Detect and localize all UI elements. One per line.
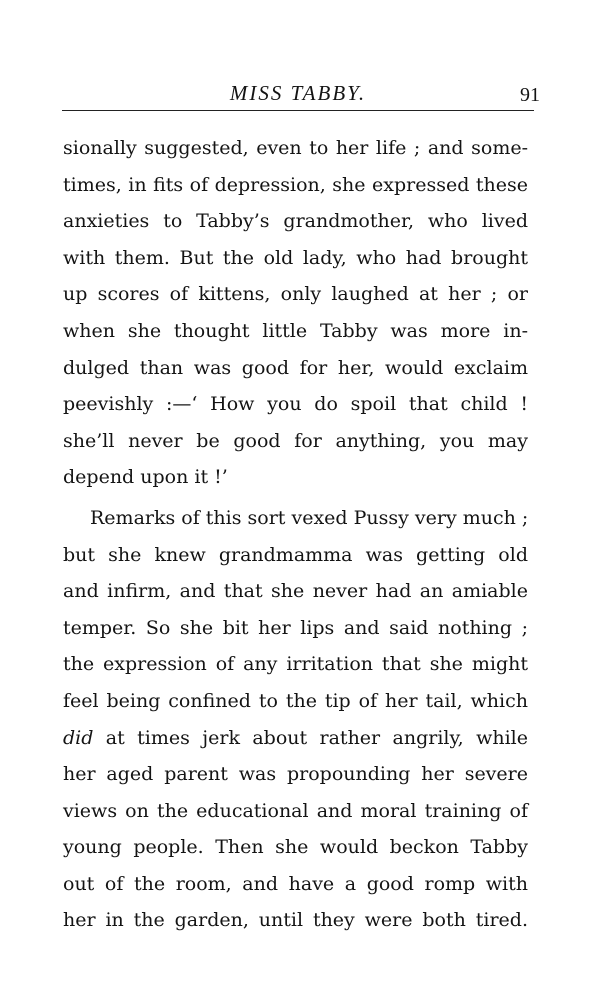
page-header [62, 78, 540, 112]
body-text [63, 130, 528, 939]
text-line: she’ll never be good for anything, you may [63, 429, 528, 452]
running-title: MISS TABBY. [229, 81, 367, 105]
text-line: times, in fits of depression, she expressed these [63, 173, 528, 196]
text-line: sionally suggested, even to her life ; and some- [63, 137, 528, 159]
text-line: young people. Then she would beckon Tabby [63, 836, 528, 859]
text-line: out of the room, and have a good romp with [63, 872, 528, 895]
text-line: Remarks of this sort vexed Pussy very much ; [90, 506, 529, 529]
text-line: depend upon it !’ [63, 466, 228, 489]
text-line: her aged parent was propounding her severe [63, 763, 528, 786]
text-line: dulged than was good for her, would exclaim [63, 356, 528, 379]
text-run: at times jerk about rather angrily, while [93, 726, 528, 749]
text-line: but she knew grandmamma was getting old [63, 543, 528, 566]
text-line: her in the garden, until they were both tired. [63, 909, 528, 932]
text-line: temper. So she bit her lips and said nothing ; [63, 616, 528, 639]
emphasis: did [63, 726, 94, 749]
page-number: 91 [520, 84, 540, 106]
header-rule [62, 110, 534, 111]
text-line: up scores of kittens, only laughed at her ; or [63, 283, 528, 306]
paragraph [63, 500, 528, 939]
text-line: anxieties to Tabby’s grandmother, who lived [63, 210, 528, 233]
text-line: feel being confined to the tip of her tail, which [63, 689, 528, 712]
text-line: and infirm, and that she never had an amiable [63, 580, 528, 603]
text-line: the expression of any irritation that she might [63, 653, 528, 676]
paragraph [63, 130, 528, 496]
text-line: when she thought little Tabby was more in- [63, 319, 528, 342]
text-line: views on the educational and moral training of [63, 799, 528, 822]
text-line: peevishly :—‘ How you do spoil that child ! [63, 393, 528, 416]
text-line [63, 720, 528, 757]
text-line: with them. But the old lady, who had brought [63, 246, 528, 269]
